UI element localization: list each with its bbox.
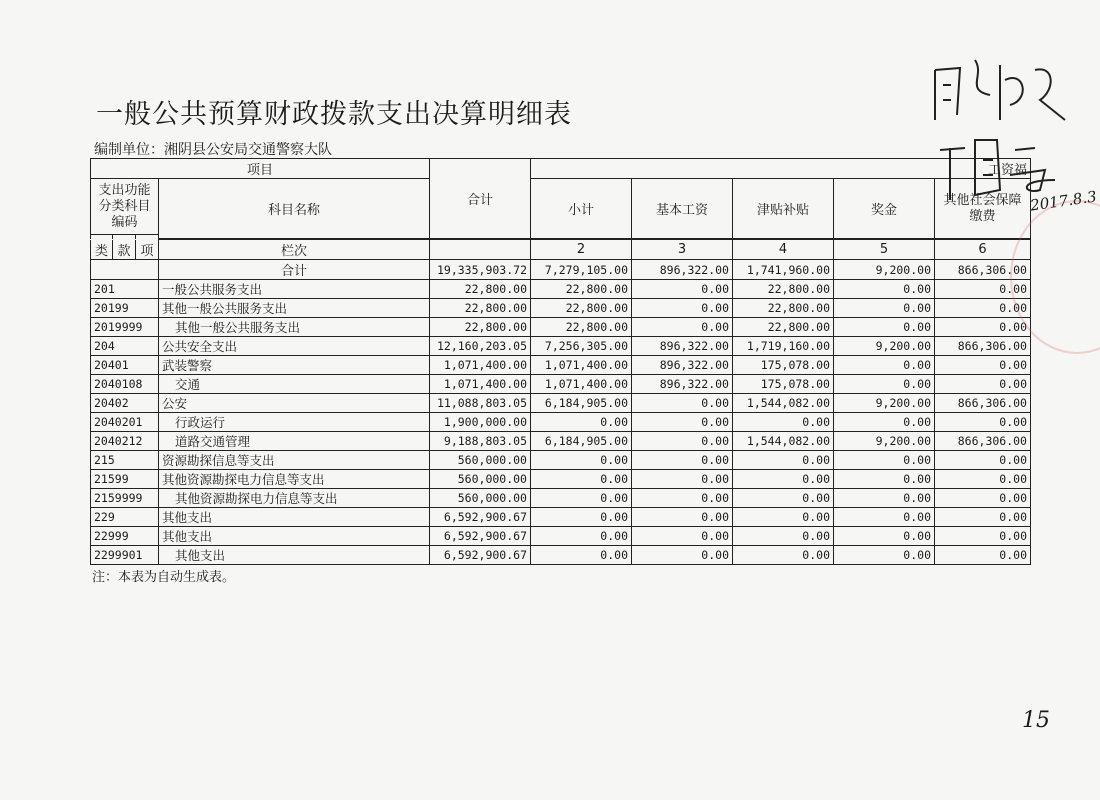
- row-value: 1,071,400.00: [430, 356, 531, 375]
- row-value: 0.00: [531, 413, 632, 432]
- kuan-spacer: [113, 235, 136, 239]
- col-num: 4: [733, 240, 834, 260]
- row-value: 0.00: [935, 299, 1031, 318]
- row-value: 0.00: [935, 527, 1031, 546]
- row-subject-name: 道路交通管理: [159, 432, 430, 451]
- func-code-header: 支出功能分类科目编码: [91, 179, 159, 235]
- total-value: 896,322.00: [632, 260, 733, 280]
- row-value: 0.00: [531, 451, 632, 470]
- row-value: 0.00: [935, 280, 1031, 299]
- subtotal-header: 小计: [531, 179, 632, 239]
- row-code: 20402: [91, 394, 159, 413]
- allowance-header: 津贴补贴: [733, 179, 834, 239]
- col-num: 3: [632, 240, 733, 260]
- row-value: 896,322.00: [632, 356, 733, 375]
- row-value: 0.00: [733, 451, 834, 470]
- row-value: 1,544,082.00: [733, 432, 834, 451]
- row-value: 0.00: [531, 489, 632, 508]
- row-code: 2299901: [91, 546, 159, 565]
- row-value: 0.00: [632, 413, 733, 432]
- row-subject-name: 其他资源勘探电力信息等支出: [159, 470, 430, 489]
- table-row: [91, 489, 1031, 508]
- row-value: 0.00: [834, 356, 935, 375]
- lei-spacer: [91, 235, 113, 239]
- total-row: [91, 260, 1031, 280]
- col-index-label: 栏次: [159, 240, 430, 260]
- row-subject-name: 其他一般公共服务支出: [159, 299, 430, 318]
- row-value: 6,184,905.00: [531, 394, 632, 413]
- row-value: 560,000.00: [430, 489, 531, 508]
- row-value: 9,200.00: [834, 394, 935, 413]
- row-value: 9,188,803.05: [430, 432, 531, 451]
- row-value: 1,544,082.00: [733, 394, 834, 413]
- row-code: 2040201: [91, 413, 159, 432]
- table-note: 注：本表为自动生成表。: [92, 570, 236, 585]
- row-value: 0.00: [733, 527, 834, 546]
- row-subject-name: 武装警察: [159, 356, 430, 375]
- row-value: 6,184,905.00: [531, 432, 632, 451]
- table-row: [91, 508, 1031, 527]
- table-row: [91, 299, 1031, 318]
- row-value: 0.00: [935, 413, 1031, 432]
- row-value: 0.00: [632, 299, 733, 318]
- row-subject-name: 资源勘探信息等支出: [159, 451, 430, 470]
- table-row: [91, 280, 1031, 299]
- total-value: 866,306.00: [935, 260, 1031, 280]
- kuan-header: 款: [113, 240, 136, 260]
- row-code: 204: [91, 337, 159, 356]
- report-title: 一般公共预算财政拨款支出决算明细表: [96, 99, 572, 130]
- total-code-cell: [91, 260, 159, 280]
- row-code: 201: [91, 280, 159, 299]
- row-value: 0.00: [834, 318, 935, 337]
- row-value: 1,071,400.00: [430, 375, 531, 394]
- row-value: 0.00: [632, 470, 733, 489]
- row-value: 0.00: [834, 451, 935, 470]
- row-value: 0.00: [834, 527, 935, 546]
- row-value: 0.00: [632, 489, 733, 508]
- row-value: 0.00: [834, 413, 935, 432]
- row-value: 22,800.00: [430, 280, 531, 299]
- total-header: 合计: [430, 159, 531, 239]
- row-value: 0.00: [632, 280, 733, 299]
- row-value: 22,800.00: [430, 299, 531, 318]
- total-value: 19,335,903.72: [430, 260, 531, 280]
- total-value: 9,200.00: [834, 260, 935, 280]
- compiling-unit: 编制单位：湘阴县公安局交通警察大队: [94, 142, 332, 158]
- row-value: 0.00: [531, 546, 632, 565]
- table-body: [91, 240, 1031, 565]
- row-value: 6,592,900.67: [430, 527, 531, 546]
- table-row: [91, 546, 1031, 565]
- table-row: [91, 470, 1031, 489]
- page-number: 15: [1022, 708, 1050, 733]
- project-header: 项目: [91, 159, 430, 179]
- row-value: 1,719,160.00: [733, 337, 834, 356]
- row-value: 22,800.00: [733, 280, 834, 299]
- row-value: 175,078.00: [733, 356, 834, 375]
- row-code: 22999: [91, 527, 159, 546]
- row-value: 6,592,900.67: [430, 546, 531, 565]
- row-value: 0.00: [733, 413, 834, 432]
- basic-salary-header: 基本工资: [632, 179, 733, 239]
- row-value: 0.00: [531, 527, 632, 546]
- row-value: 0.00: [733, 489, 834, 508]
- row-value: 0.00: [834, 546, 935, 565]
- detail-table: [90, 158, 1030, 575]
- row-value: 22,800.00: [733, 299, 834, 318]
- table-row: [91, 413, 1031, 432]
- row-code: 2159999: [91, 489, 159, 508]
- row-subject-name: 其他一般公共服务支出: [159, 318, 430, 337]
- row-value: 22,800.00: [531, 280, 632, 299]
- handwritten-date: 2017.8.3: [1029, 187, 1098, 215]
- row-value: 0.00: [632, 394, 733, 413]
- row-subject-name: 公共安全支出: [159, 337, 430, 356]
- row-value: 0.00: [733, 508, 834, 527]
- row-value: 1,900,000.00: [430, 413, 531, 432]
- row-value: 9,200.00: [834, 337, 935, 356]
- table-row: [91, 527, 1031, 546]
- wage-welfare-header: 工资福: [531, 159, 1031, 179]
- row-value: 560,000.00: [430, 451, 531, 470]
- row-value: 0.00: [935, 451, 1031, 470]
- row-subject-name: 其他资源勘探电力信息等支出: [159, 489, 430, 508]
- row-code: 229: [91, 508, 159, 527]
- row-value: 6,592,900.67: [430, 508, 531, 527]
- total-value: 1,741,960.00: [733, 260, 834, 280]
- subject-name-header: 科目名称: [159, 179, 430, 239]
- row-value: 0.00: [632, 508, 733, 527]
- row-value: 560,000.00: [430, 470, 531, 489]
- table-row: [91, 432, 1031, 451]
- table-header: [91, 159, 1031, 239]
- row-value: 866,306.00: [935, 432, 1031, 451]
- row-subject-name: 其他支出: [159, 508, 430, 527]
- xiang-header: 项: [136, 240, 159, 260]
- row-subject-name: 交通: [159, 375, 430, 394]
- handwritten-signature: [905, 30, 1080, 220]
- row-value: 0.00: [834, 508, 935, 527]
- row-value: 1,071,400.00: [531, 375, 632, 394]
- row-code: 215: [91, 451, 159, 470]
- lei-header: 类: [91, 240, 113, 260]
- col-num: 6: [935, 240, 1031, 260]
- row-value: 0.00: [834, 299, 935, 318]
- table-row: [91, 394, 1031, 413]
- row-value: 0.00: [834, 375, 935, 394]
- row-value: 0.00: [935, 470, 1031, 489]
- bonus-header: 奖金: [834, 179, 935, 239]
- row-value: 0.00: [632, 546, 733, 565]
- row-value: 12,160,203.05: [430, 337, 531, 356]
- row-value: 0.00: [632, 527, 733, 546]
- row-code: 2040212: [91, 432, 159, 451]
- col-num: 2: [531, 240, 632, 260]
- row-value: 866,306.00: [935, 394, 1031, 413]
- row-code: 2040108: [91, 375, 159, 394]
- table-row: [91, 318, 1031, 337]
- row-value: 0.00: [834, 280, 935, 299]
- row-value: 11,088,803.05: [430, 394, 531, 413]
- row-subject-name: 其他支出: [159, 527, 430, 546]
- row-value: 0.00: [733, 470, 834, 489]
- row-value: 0.00: [935, 508, 1031, 527]
- row-code: 20401: [91, 356, 159, 375]
- row-code: 21599: [91, 470, 159, 489]
- row-value: 866,306.00: [935, 337, 1031, 356]
- row-value: 0.00: [935, 375, 1031, 394]
- row-value: 22,800.00: [531, 318, 632, 337]
- row-value: 0.00: [935, 489, 1031, 508]
- other-social-header: 其他社会保障缴费: [935, 179, 1031, 239]
- row-value: 0.00: [632, 318, 733, 337]
- row-subject-name: 公安: [159, 394, 430, 413]
- row-code: 2019999: [91, 318, 159, 337]
- row-value: 9,200.00: [834, 432, 935, 451]
- row-value: 0.00: [531, 470, 632, 489]
- table-row: [91, 375, 1031, 394]
- row-value: 0.00: [632, 432, 733, 451]
- row-value: 0.00: [531, 508, 632, 527]
- col-num: 5: [834, 240, 935, 260]
- row-value: 0.00: [834, 489, 935, 508]
- row-value: 1,071,400.00: [531, 356, 632, 375]
- row-subject-name: 一般公共服务支出: [159, 280, 430, 299]
- row-value: 896,322.00: [632, 375, 733, 394]
- row-value: 0.00: [834, 470, 935, 489]
- row-value: 22,800.00: [531, 299, 632, 318]
- xiang-spacer: [136, 235, 159, 239]
- row-subject-name: 行政运行: [159, 413, 430, 432]
- total-value: 7,279,105.00: [531, 260, 632, 280]
- row-value: 22,800.00: [733, 318, 834, 337]
- row-subject-name: 其他支出: [159, 546, 430, 565]
- row-value: 7,256,305.00: [531, 337, 632, 356]
- row-value: 0.00: [733, 546, 834, 565]
- row-value: 0.00: [632, 451, 733, 470]
- row-value: 0.00: [935, 318, 1031, 337]
- row-value: 896,322.00: [632, 337, 733, 356]
- row-value: 22,800.00: [430, 318, 531, 337]
- table-row: [91, 356, 1031, 375]
- table-row: [91, 451, 1031, 470]
- row-value: 0.00: [935, 356, 1031, 375]
- col-total-placeholder: [430, 240, 531, 260]
- total-label: 合计: [159, 260, 430, 280]
- row-code: 20199: [91, 299, 159, 318]
- row-value: 0.00: [935, 546, 1031, 565]
- row-value: 175,078.00: [733, 375, 834, 394]
- table-row: [91, 337, 1031, 356]
